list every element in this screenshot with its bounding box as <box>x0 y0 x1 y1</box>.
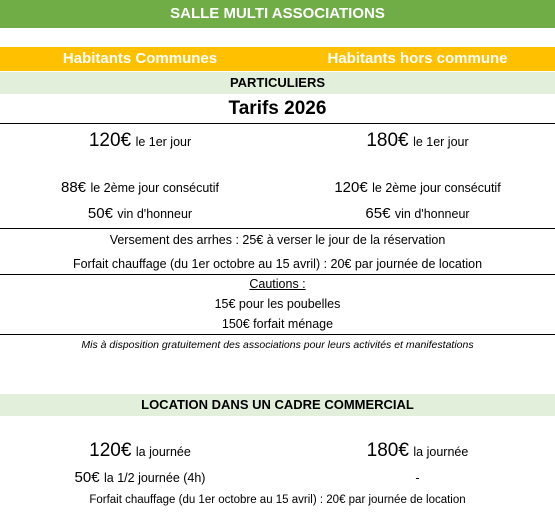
cautions-label: Cautions : <box>249 277 306 291</box>
divider <box>0 228 555 229</box>
price-label: la journée <box>413 445 469 459</box>
price-cell-hors-commune <box>280 179 555 197</box>
price-label: la 1/2 journée (4h) <box>104 471 206 485</box>
price-label: le 1er jour <box>413 135 469 149</box>
price-label: vin d'honneur <box>394 207 470 221</box>
chauffage-text: Forfait chauffage (du 1er octobre au 15 avril) : 20€ par journée de location <box>72 257 483 271</box>
column-header-band <box>0 47 555 71</box>
section-commercial: LOCATION DANS UN CADRE COMMERCIAL <box>0 394 555 416</box>
price-label: le 1er jour <box>135 135 192 149</box>
page-title: SALLE MULTI ASSOCIATIONS <box>0 0 555 28</box>
price-value: 120€ <box>89 440 132 461</box>
price-value: 50€ <box>74 469 100 486</box>
price-value: 180€ <box>366 130 409 151</box>
price-cell-communes <box>0 469 280 487</box>
price-cell-communes <box>0 130 280 152</box>
price-cell-communes <box>0 440 280 462</box>
price-cell-hors-commune <box>280 469 555 487</box>
caution-poubelles: 15€ pour les poubelles <box>214 297 341 311</box>
price-cell-communes <box>0 179 280 197</box>
header-habitants-communes: Habitants Communes <box>62 50 218 67</box>
price-cell-hors-commune <box>280 130 555 152</box>
price-value: 88€ <box>60 179 87 196</box>
divider <box>0 334 555 335</box>
arrhes-text: Versement des arrhes : 25€ à verser le jour de la réservation <box>109 233 446 247</box>
price-value: 180€ <box>366 440 409 461</box>
price-cell-communes <box>0 205 280 223</box>
header-habitants-hors-commune: Habitants hors commune <box>327 50 508 67</box>
price-value: 65€ <box>365 205 391 222</box>
commercial-chauffage-text: Forfait chauffage (du 1er octobre au 15 avril) : 20€ par journée de location <box>89 494 466 506</box>
price-label: vin d'honneur <box>117 207 193 221</box>
divider <box>0 274 555 275</box>
gratuit-note: Mis à disposition gratuitement des associations pour leurs activités et manifestations <box>81 339 474 351</box>
price-value: 120€ <box>88 130 132 151</box>
price-value: - <box>415 471 420 485</box>
price-label: le 2ème jour consécutif <box>90 181 220 195</box>
price-value: 50€ <box>87 205 113 222</box>
tarifs-title: Tarifs 2026 <box>228 98 327 119</box>
caution-menage: 150€ forfait ménage <box>221 317 334 331</box>
divider <box>0 123 555 124</box>
price-value: 120€ <box>334 179 368 196</box>
price-label: la journée <box>135 445 191 459</box>
price-cell-hors-commune <box>280 205 555 223</box>
section-particuliers: PARTICULIERS <box>0 72 555 94</box>
price-label: le 2ème jour consécutif <box>372 181 501 195</box>
price-cell-hors-commune <box>280 440 555 462</box>
